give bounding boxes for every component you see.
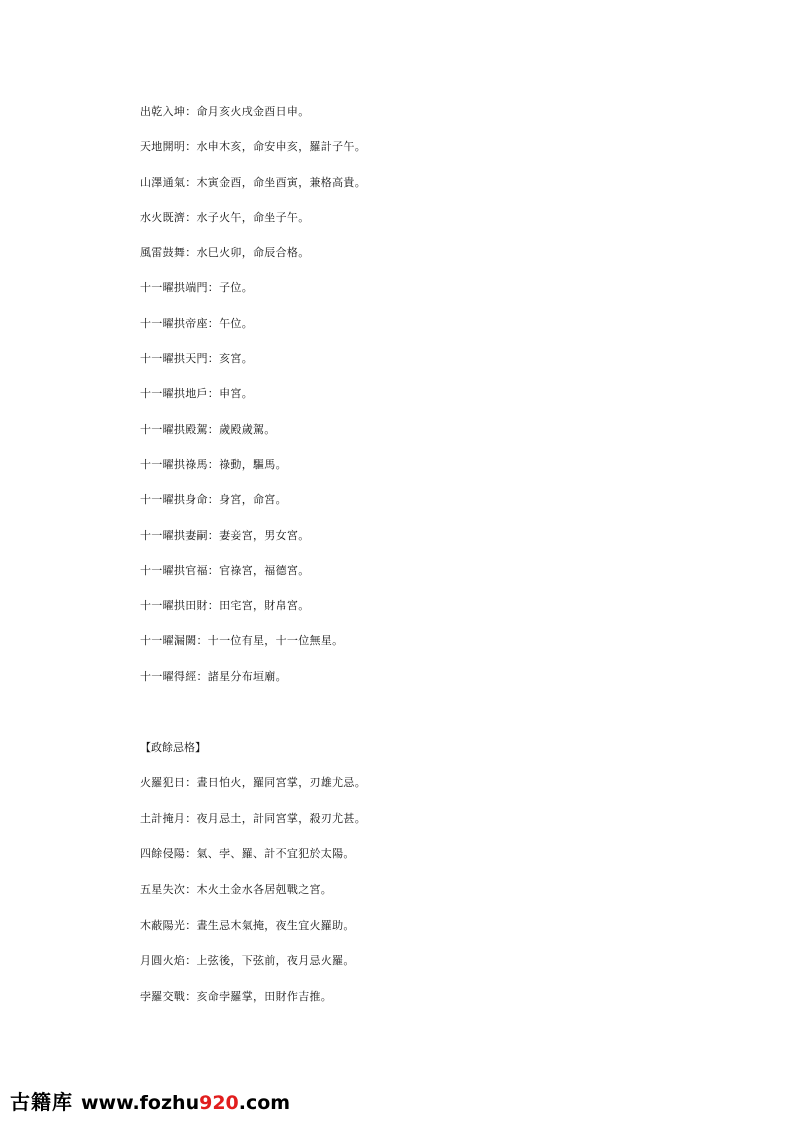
text-line: 風雷鼓舞：水巳火卯，命辰合格。 (140, 246, 310, 260)
text-line: 十一曜漏闕：十一位有星，十一位無星。 (140, 634, 344, 648)
text-line: 十一曜拱官福：官祿宮，福德宮。 (140, 563, 310, 577)
text-line: 孛羅交戰：亥命孛羅掌，田財作吉推。 (140, 989, 333, 1003)
watermark-url (81, 1092, 290, 1114)
text-line: 十一曜得經：諸星分布垣廟。 (140, 669, 287, 683)
text-line: 十一曜拱祿馬：祿動，驅馬。 (140, 457, 287, 471)
text-line: 十一曜拱天門：亥宮。 (140, 352, 253, 366)
text-line: 五星失次：木火土金水各居剋戰之宮。 (140, 883, 333, 897)
text-line: 天地開明：水申木亥，命安申亥，羅計子午。 (140, 140, 366, 154)
watermark-url-prefix: www.fozhu (81, 1092, 200, 1114)
section-heading: 【政餘忌格】 (140, 741, 206, 754)
watermark-url-suffix: .com (238, 1092, 291, 1114)
text-line: 出乾入坤：命月亥火戌金酉日申。 (140, 105, 310, 118)
text-line: 十一曜拱地戶：申宮。 (140, 387, 253, 401)
text-line: 四餘侵陽：氣、孛、羅、計不宜犯於太陽。 (140, 847, 355, 861)
text-line: 十一曜拱田財：田宅宮，財帛宮。 (140, 599, 310, 613)
watermark-url-number: 920 (199, 1092, 239, 1114)
watermark-site-name: 古籍库 (10, 1090, 73, 1114)
text-line: 十一曜拱妻嗣：妻妾宮，男女宮。 (140, 528, 310, 542)
text-line: 月圓火焰：上弦後，下弦前，夜月忌火羅。 (140, 954, 355, 968)
section-zhengyu-ji-ge (140, 740, 700, 1024)
pattern-list (140, 104, 700, 704)
text-line: 山澤通氣：木寅金酉，命坐酉寅，兼格高貴。 (140, 175, 366, 189)
text-line: 火羅犯日：晝日怕火，羅同宮掌，刃雄尤忌。 (140, 776, 366, 790)
site-watermark (10, 1086, 290, 1116)
text-line: 水火既濟：水子火午，命坐子午。 (140, 210, 310, 224)
text-line: 土計掩月：夜月忌土，計同宮掌，殺刃尤甚。 (140, 811, 366, 825)
text-line: 木蔽陽光：晝生忌木氣掩，夜生宜火羅助。 (140, 918, 355, 932)
text-line: 十一曜拱身命：身宮，命宮。 (140, 493, 287, 507)
text-line: 十一曜拱殿駕：歲殿歲駕。 (140, 422, 276, 436)
text-line: 十一曜拱帝座：午位。 (140, 316, 253, 330)
text-line: 十一曜拱端門：子位。 (140, 281, 253, 295)
